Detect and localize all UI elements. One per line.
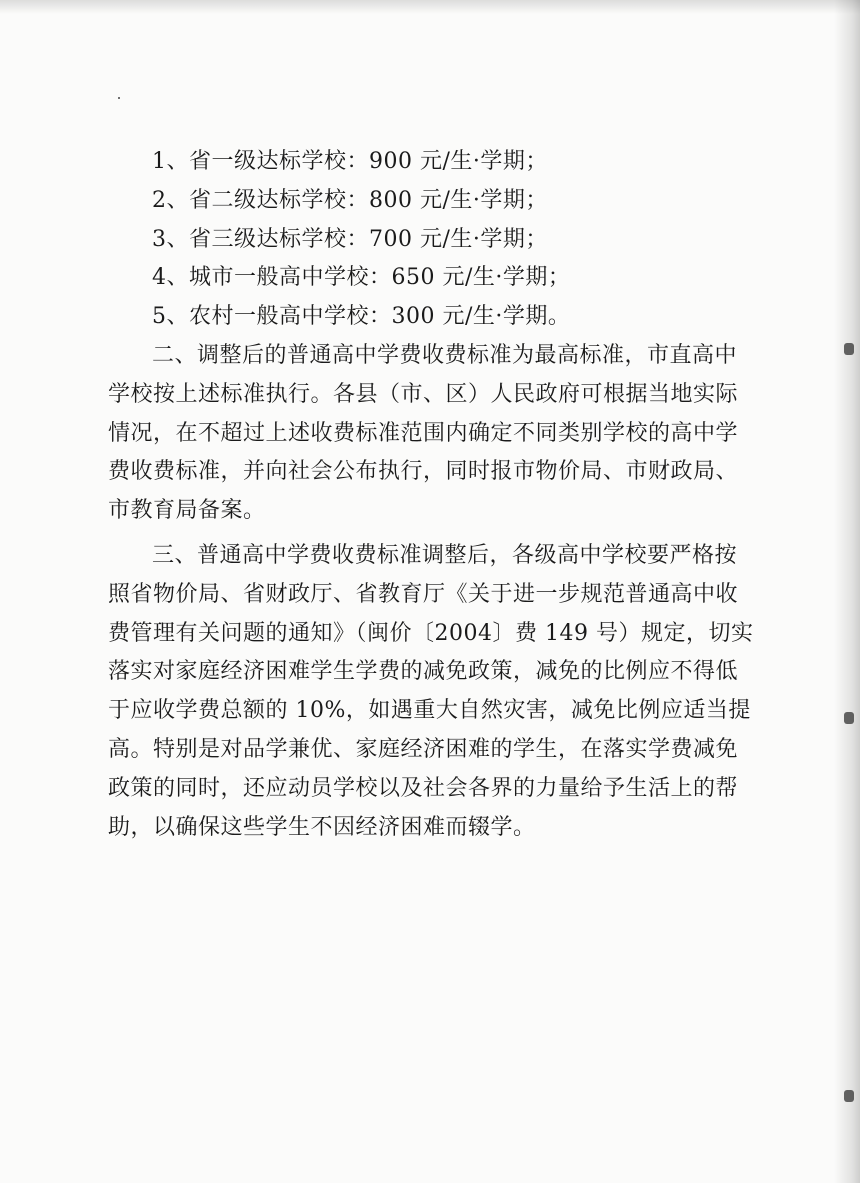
scan-shadow-right [834, 0, 860, 1183]
paragraph-line: 于应收学费总额的 10%，如遇重大自然灾害，减免比例应适当提 [108, 698, 751, 724]
paragraph-line: 费收费标准，并向社会公布执行，同时报市物价局、市财政局、 [108, 459, 739, 485]
paragraph-line: 政策的同时，还应动员学校以及社会各界的力量给予生活上的帮 [108, 775, 739, 801]
paragraph-line: 市教育局备案。 [108, 498, 266, 524]
paragraph-line: 学校按上述标准执行。各县（市、区）人民政府可根据当地实际 [108, 381, 739, 407]
list-item: 5、农村一般高中学校：300 元/生·学期。 [152, 304, 571, 330]
paragraph-two [108, 337, 739, 531]
punch-hole-mark [844, 1090, 854, 1102]
list-item: 1、省一级达标学校：900 元/生·学期； [152, 149, 548, 174]
document-body [108, 143, 754, 847]
list-item: 2、省二级达标学校：800 元/生·学期； [152, 187, 548, 213]
punch-hole-mark [844, 712, 854, 724]
paragraph-line: 高。特别是对品学兼优、家庭经济困难的学生，在落实学费减免 [108, 736, 739, 762]
paragraph-line: 费管理有关问题的通知》（闽价〔2004〕费 149 号）规定，切实 [108, 620, 754, 646]
paragraph-line: 助，以确保这些学生不因经济困难而辍学。 [108, 814, 536, 840]
paragraph-line: 情况，在不超过上述收费标准范围内确定不同类别学校的高中学 [108, 420, 739, 446]
paragraph-line: 落实对家庭经济困难学生学费的减免政策，减免的比例应不得低 [108, 659, 739, 685]
paragraph-line: 照省物价局、省财政厅、省教育厅《关于进一步规范普通高中收 [108, 581, 739, 607]
fee-list [108, 143, 733, 337]
list-item: 4、城市一般高中学校：650 元/生·学期； [152, 265, 571, 291]
scan-speck [118, 97, 120, 99]
paragraph-line: 三、普通高中学费收费标准调整后，各级高中学校要严格按 [152, 542, 738, 568]
paragraph-three [108, 537, 754, 847]
paragraph-line: 二、调整后的普通高中学费收费标准为最高标准，市直高中 [152, 342, 738, 368]
scan-shadow-top [0, 0, 860, 14]
list-item: 3、省三级达标学校：700 元/生·学期； [152, 226, 548, 252]
punch-hole-mark [844, 343, 854, 355]
